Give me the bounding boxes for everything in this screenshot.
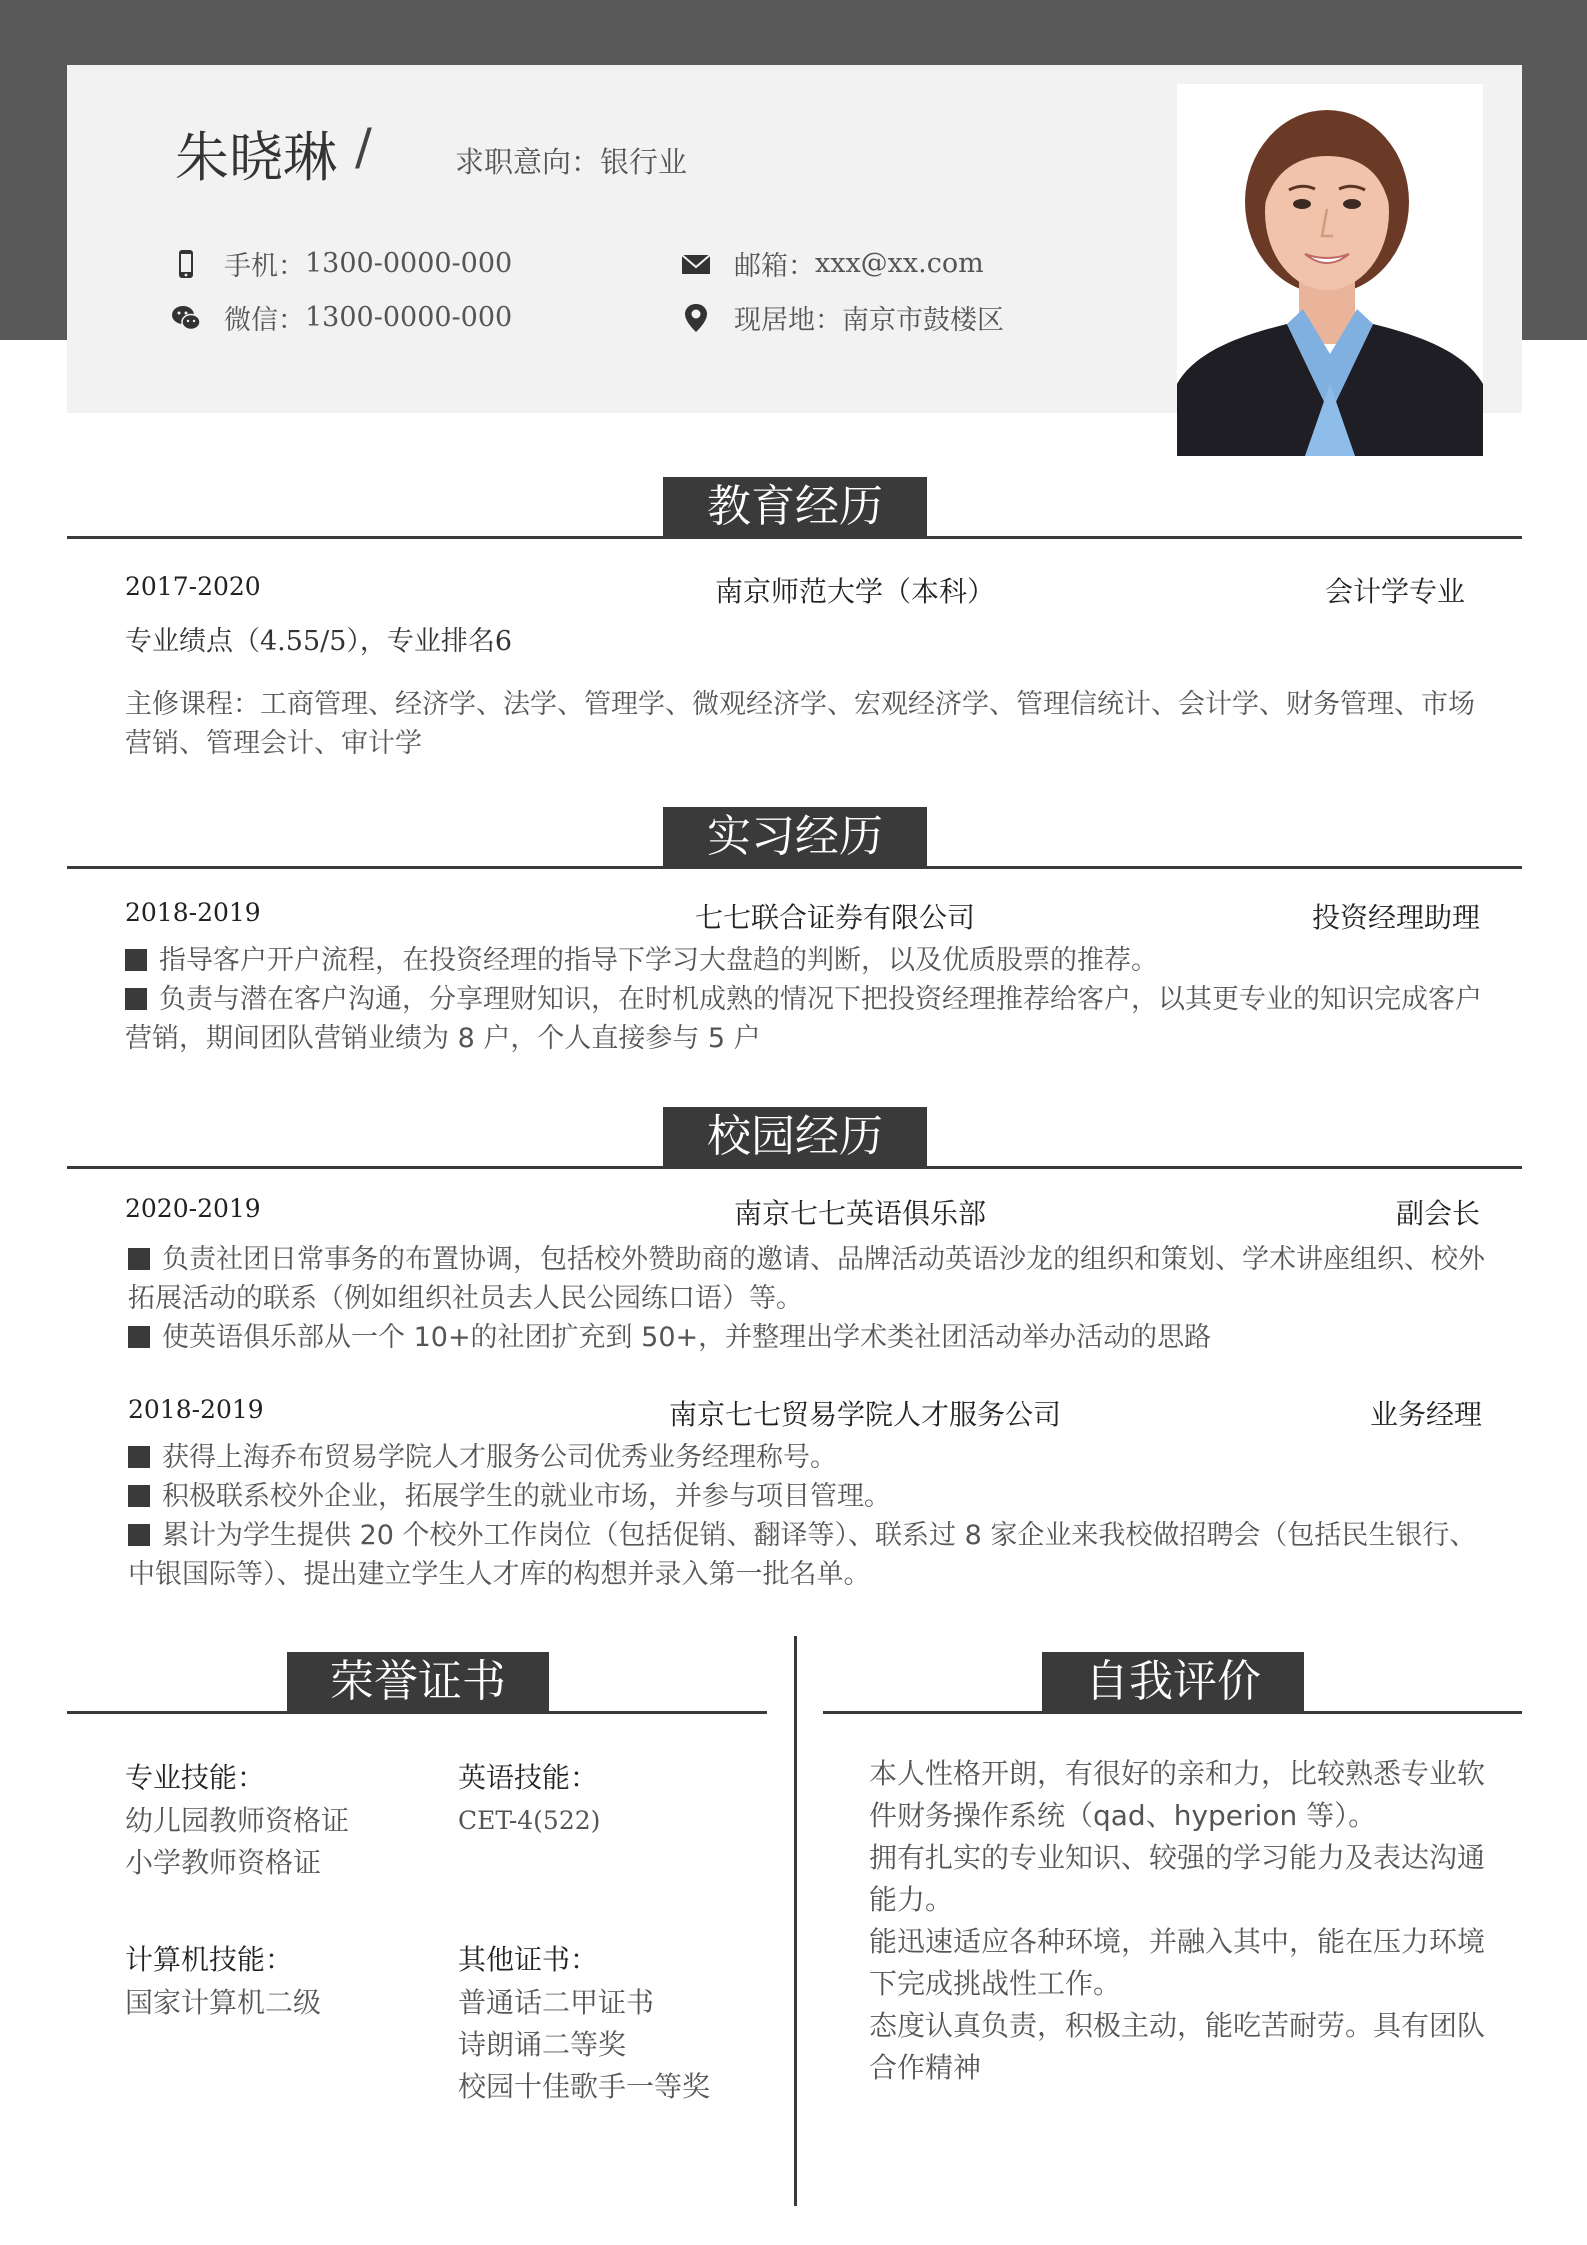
campus-entry-2-period: 2018-2019 bbox=[128, 1395, 264, 1424]
section-rule-internship bbox=[67, 866, 1522, 869]
rank-value: 6 bbox=[494, 626, 513, 657]
gpa-suffix: ），专业排名 bbox=[346, 626, 495, 657]
self-eval-paragraph: 拥有扎实的专业知识、较强的学习能力及表达沟通能力。 bbox=[869, 1841, 1486, 1916]
education-school: 南京师范大学（本科） bbox=[714, 575, 995, 608]
self-eval-paragraph: 态度认真负责，积极主动，能吃苦耐劳。具有团队合作精神 bbox=[869, 2009, 1486, 2084]
internship-period: 2018-2019 bbox=[125, 898, 261, 927]
location-label: 现居地： bbox=[734, 305, 842, 336]
contact-phone bbox=[170, 244, 512, 283]
section-title-education: 教育经历 bbox=[663, 477, 927, 537]
honor-group-head: 计算机技能： bbox=[125, 1943, 294, 1976]
square-bullet-icon bbox=[128, 1524, 150, 1546]
education-major: 会计学专业 bbox=[1324, 575, 1465, 608]
campus-bullet: 获得上海乔布贸易学院人才服务公司优秀业务经理称号。 bbox=[128, 1438, 1498, 1477]
square-bullet-icon bbox=[128, 1485, 150, 1507]
honor-item: 普通话二甲证书 bbox=[458, 1986, 655, 2019]
honor-group-professional bbox=[125, 1756, 425, 1884]
campus-entry-1-org: 南京七七英语俱乐部 bbox=[733, 1197, 986, 1230]
campus-entry-1-bullets bbox=[128, 1240, 1498, 1357]
contact-wechat bbox=[170, 298, 512, 337]
internship-bullet: 指导客户开户流程，在投资经理的指导下学习大盘趋的判断，以及优质股票的推荐。 bbox=[125, 941, 1495, 980]
education-period: 2017-2020 bbox=[125, 572, 261, 601]
courses-label: 主修课程： bbox=[125, 689, 260, 720]
section-title-honors: 荣誉证书 bbox=[287, 1652, 549, 1712]
honor-group-other bbox=[458, 1938, 778, 2108]
name-separator: / bbox=[355, 118, 372, 176]
honor-group-head: 英语技能： bbox=[458, 1761, 599, 1794]
section-rule-honors bbox=[67, 1711, 767, 1714]
internship-bullet: 负责与潜在客户沟通，分享理财知识，在时机成熟的情况下把投资经理推荐给客户，以其更专业的知识完成客户营销，期间团队营销业绩为 8 户，个人直接参与 5 户 bbox=[125, 984, 1482, 1054]
internship-role: 投资经理助理 bbox=[1311, 901, 1480, 934]
honor-item: 校园十佳歌手一等奖 bbox=[458, 2070, 711, 2103]
phone-value: 1300-0000-000 bbox=[305, 248, 513, 279]
campus-entry-1-role: 副会长 bbox=[1395, 1197, 1480, 1230]
email-label: 邮箱： bbox=[734, 251, 815, 282]
campus-entry-1-period: 2020-2019 bbox=[125, 1194, 261, 1223]
email-value: xxx@xx.com bbox=[815, 248, 984, 279]
campus-entry-2-org: 南京七七贸易学院人才服务公司 bbox=[668, 1398, 1061, 1431]
phone-label: 手机： bbox=[224, 251, 305, 282]
square-bullet-icon bbox=[128, 1326, 150, 1348]
honor-item: 国家计算机二级 bbox=[125, 1986, 322, 2019]
honor-item: 诗朗诵二等奖 bbox=[458, 2028, 627, 2061]
honor-item: 幼儿园教师资格证 bbox=[125, 1804, 350, 1837]
internship-company: 七七联合证券有限公司 bbox=[694, 901, 975, 934]
location-pin-icon bbox=[680, 302, 712, 334]
portrait-image bbox=[1177, 84, 1483, 456]
square-bullet-icon bbox=[128, 1446, 150, 1468]
square-bullet-icon bbox=[125, 949, 147, 971]
campus-bullet: 使英语俱乐部从一个 10+的社团扩充到 50+，并整理出学术类社团活动举办活动的思路 bbox=[128, 1318, 1498, 1357]
contact-location bbox=[680, 298, 1004, 337]
section-rule-self-eval bbox=[823, 1711, 1522, 1714]
candidate-name: 朱晓琳 bbox=[175, 126, 337, 189]
phone-icon bbox=[170, 248, 202, 280]
campus-bullet: 负责社团日常事务的布置协调，包括校外赞助商的邀请、品牌活动英语沙龙的组织和策划、学术讲座组织、校外拓展活动的联系（例如组织社员去人民公园练口语）等。 bbox=[128, 1244, 1485, 1314]
job-intent-label: 求职意向： bbox=[455, 145, 601, 179]
campus-bullet: 累计为学生提供 20 个校外工作岗位（包括促销、翻译等）、联系过 8 家企业来我校做招聘会（包括民生银行、中银国际等）、提出建立学生人才库的构想并录入第一批名单。 bbox=[128, 1520, 1477, 1590]
location-value: 南京市鼓楼区 bbox=[842, 305, 1004, 336]
honor-item: 小学教师资格证 bbox=[125, 1846, 322, 1879]
education-gpa bbox=[125, 622, 512, 661]
campus-entry-2-role: 业务经理 bbox=[1369, 1398, 1482, 1431]
wechat-label: 微信： bbox=[224, 305, 305, 336]
campus-bullet: 积极联系校外企业，拓展学生的就业市场，并参与项目管理。 bbox=[128, 1477, 1498, 1516]
honor-group-head: 专业技能： bbox=[125, 1761, 266, 1794]
section-title-self-eval: 自我评价 bbox=[1042, 1652, 1304, 1712]
section-title-internship: 实习经历 bbox=[663, 807, 927, 867]
job-intent-value: 银行业 bbox=[600, 145, 688, 179]
gpa-label: 专业绩点（ bbox=[125, 626, 260, 657]
honor-group-computer bbox=[125, 1938, 425, 2024]
section-rule-campus bbox=[67, 1166, 1522, 1169]
email-icon bbox=[680, 248, 712, 280]
contact-email bbox=[680, 244, 984, 283]
section-title-campus: 校园经历 bbox=[663, 1107, 927, 1167]
internship-bullets bbox=[125, 941, 1495, 1058]
self-eval-paragraph: 能迅速适应各种环境，并融入其中，能在压力环境下完成挑战性工作。 bbox=[869, 1925, 1486, 2000]
column-divider bbox=[794, 1636, 797, 2206]
square-bullet-icon bbox=[128, 1248, 150, 1270]
self-eval-paragraph: 本人性格开朗，有很好的亲和力，比较熟悉专业软件财务操作系统（qad、hyperion 等）。 bbox=[869, 1757, 1486, 1832]
wechat-icon bbox=[170, 302, 202, 334]
square-bullet-icon bbox=[125, 988, 147, 1010]
honor-group-english bbox=[458, 1756, 758, 1842]
campus-entry-2-bullets bbox=[128, 1438, 1498, 1594]
gpa-value: 4.55/5 bbox=[260, 626, 347, 657]
self-eval-text bbox=[869, 1753, 1509, 2089]
honor-item: CET-4(522) bbox=[458, 1806, 601, 1835]
wechat-value: 1300-0000-000 bbox=[305, 302, 513, 333]
job-intent bbox=[455, 140, 687, 181]
profile-photo bbox=[1177, 84, 1483, 456]
education-courses bbox=[125, 685, 1490, 763]
courses-list: 工商管理、经济学、法学、管理学、微观经济学、宏观经济学、管理信统计、会计学、财务管理、市场营销、管理会计、审计学 bbox=[125, 689, 1475, 759]
section-rule-education bbox=[67, 536, 1522, 539]
honor-group-head: 其他证书： bbox=[458, 1943, 599, 1976]
